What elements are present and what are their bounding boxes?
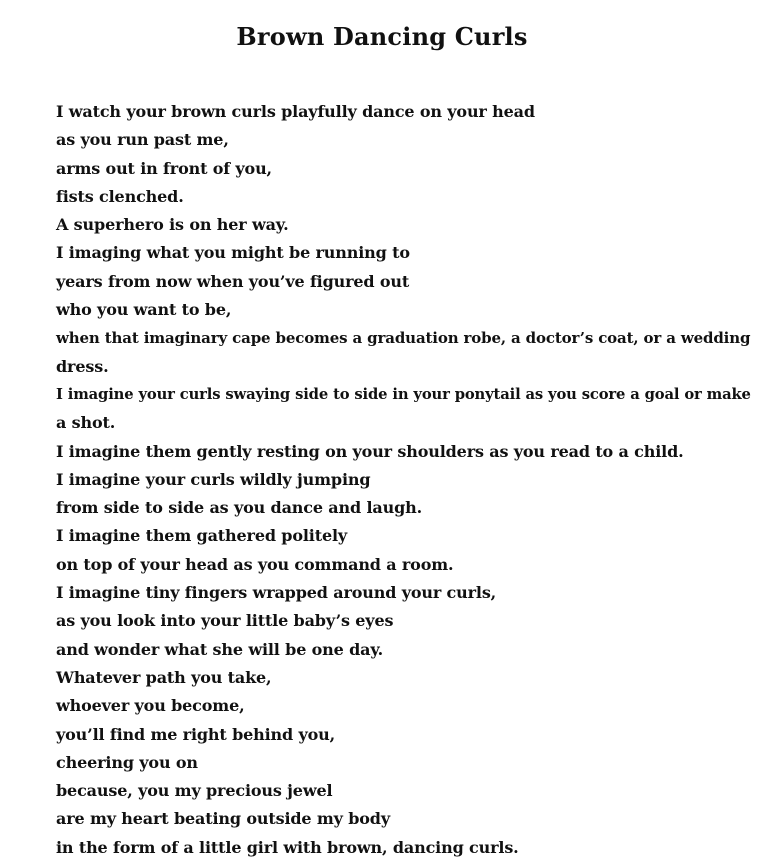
poem-line: you’ll find me right behind you, xyxy=(56,724,336,744)
poem-line: cheering you on xyxy=(56,752,198,772)
poem-line: who you want to be, xyxy=(56,300,232,320)
poem-line: Whatever path you take, xyxy=(56,667,272,687)
poem-line: in the form of a little girl with brown, dancing curls. xyxy=(56,837,519,857)
poem-line: I imagine them gently resting on your shoulders as you read to a child. xyxy=(56,441,684,461)
poem-line: years from now when you’ve figured out xyxy=(56,271,410,291)
poem-line: as you run past me, xyxy=(56,130,229,150)
poem-line: I imaging what you might be running to xyxy=(56,243,410,263)
poem-line: as you look into your little baby’s eyes xyxy=(56,611,394,631)
poem-line: I imagine tiny fingers wrapped around your curls, xyxy=(56,583,497,603)
poem-line: dress. xyxy=(56,356,109,376)
poem-body xyxy=(56,98,756,862)
poem-line: because, you my precious jewel xyxy=(56,781,333,801)
poem-line: a shot. xyxy=(56,413,116,433)
poem-line: when that imaginary cape becomes a graduation robe, a doctor’s coat, or a wedding xyxy=(56,329,751,348)
poem-line: I imagine your curls swaying side to side in your ponytail as you score a goal or make xyxy=(56,385,751,403)
poem-line: I imagine your curls wildly jumping xyxy=(56,469,371,489)
poem-title: Brown Dancing Curls xyxy=(236,22,528,51)
poem-line: on top of your head as you command a room. xyxy=(56,554,454,574)
poem-line: I watch your brown curls playfully dance on your head xyxy=(56,102,535,121)
poem-line: arms out in front of you, xyxy=(56,158,272,178)
poem-line: fists clenched. xyxy=(56,186,184,206)
poem-line: I imagine them gathered politely xyxy=(56,526,348,546)
poem-line: from side to side as you dance and laugh. xyxy=(56,498,423,518)
poem-line: and wonder what she will be one day. xyxy=(56,639,384,659)
poem-line: A superhero is on her way. xyxy=(56,215,289,235)
poem-line: whoever you become, xyxy=(56,696,245,716)
poem-line: are my heart beating outside my body xyxy=(56,809,390,829)
